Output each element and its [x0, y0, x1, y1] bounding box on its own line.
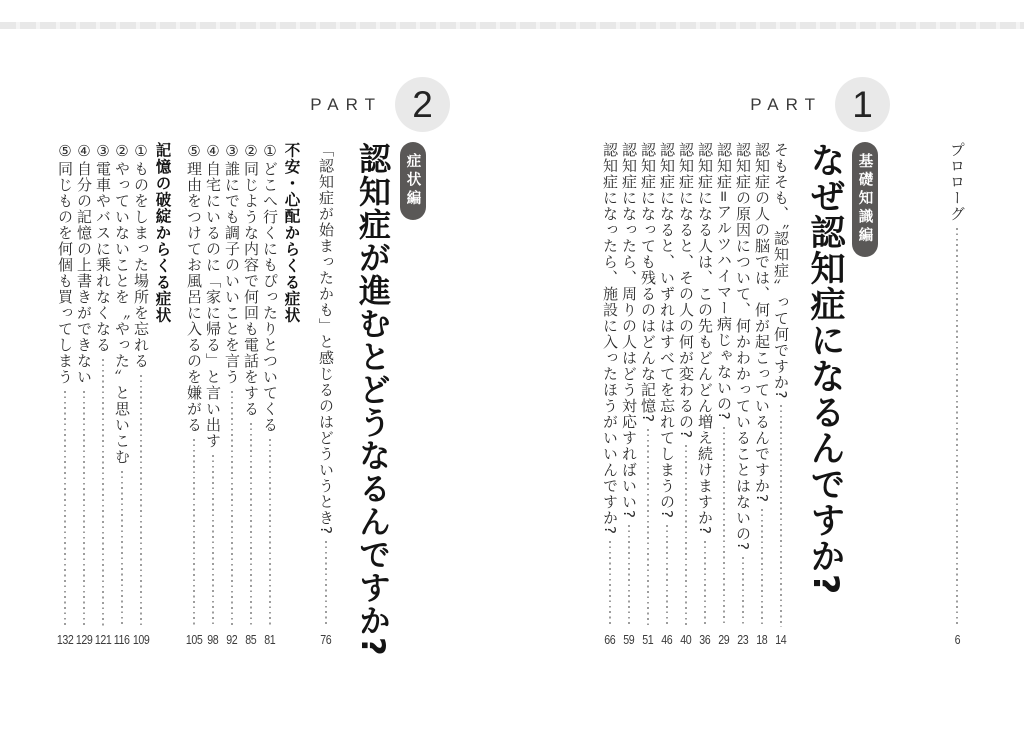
dotted-leader: [780, 405, 782, 627]
toc-entry-text: 「認知症が始まったかも」と感じるのはどういうとき?: [317, 142, 335, 535]
toc-entry-page: 129: [75, 632, 93, 647]
toc-entry: [735, 142, 751, 647]
dotted-leader: [193, 439, 195, 627]
part2-badge: 症状編: [400, 142, 426, 220]
toc-entry-page: 92: [226, 632, 238, 647]
part1-title: なぜ認知症になるんですか?: [805, 142, 845, 596]
toc-entry-text: ②やっていないことを〝やった〟と思いこむ: [113, 142, 131, 465]
section-heading: [152, 142, 173, 647]
toc-entry-text: 認知症の原因について、何かわかっていることはないの?: [734, 142, 752, 551]
dotted-leader: [609, 541, 611, 627]
part1-header: [750, 77, 890, 132]
toc-entry: [224, 142, 240, 647]
toc-entry: [262, 142, 278, 647]
dotted-leader: [250, 423, 252, 627]
toc-entry-page: 132: [56, 632, 74, 647]
toc-entry-page: 40: [680, 632, 692, 647]
toc-entry: [621, 142, 637, 647]
toc-entry-page: 36: [699, 632, 711, 647]
dotted-leader: [83, 391, 85, 627]
toc-entry-page: 105: [185, 632, 203, 647]
dotted-leader: [666, 525, 668, 627]
toc-entry-page: 109: [132, 632, 150, 647]
toc-entry: [76, 142, 92, 647]
toc-entry: [773, 142, 789, 647]
toc-entry-text: ④自分の記憶の上書きができない: [75, 142, 93, 385]
part1-badge-col: [851, 142, 878, 257]
toc-entry: [133, 142, 149, 647]
toc-entry-text: ②同じような内容で何回も電話をする: [242, 142, 260, 417]
toc-entry-page: 29: [718, 632, 730, 647]
toc-entry-page: 51: [642, 632, 654, 647]
toc-entry-text: 認知症=アルツハイマー病じゃないの?: [715, 142, 733, 421]
section-heading: [281, 142, 302, 647]
toc-entry: [602, 142, 618, 647]
part2-title-col: [350, 142, 396, 657]
toc-entry-text: ⑤同じものを何個も買ってしまう: [56, 142, 74, 385]
part2-number-circle: 2: [395, 77, 450, 132]
toc-entry: [186, 142, 202, 647]
section-heading-text: 不安・心配からくる症状: [282, 142, 301, 324]
toc-entry: [697, 142, 713, 647]
toc-entry-page: 18: [756, 632, 768, 647]
dotted-leader: [102, 359, 104, 627]
toc-entry: [754, 142, 770, 647]
part2-header: [310, 77, 450, 132]
part2-toc: [57, 142, 426, 657]
toc-entry: [95, 142, 111, 647]
toc-entry: [659, 142, 675, 647]
dotted-leader: [121, 471, 123, 627]
toc-entry-text: 認知症になる人は、この先もどんどん増え続けますか?: [696, 142, 714, 535]
toc-entry-text: ①どこへ行くにもぴったりとついてくる: [261, 142, 279, 433]
page-part1: [512, 0, 1024, 752]
toc-entry: [678, 142, 694, 647]
toc-entry: [243, 142, 259, 647]
toc-entry-page: 116: [114, 632, 130, 647]
toc-entry-text: 認知症になると、いずれはすべてを忘れてしまうの?: [658, 142, 676, 519]
part1-number-circle: 1: [835, 77, 890, 132]
toc-entry-page: 23: [737, 632, 749, 647]
part1-badge: 基礎知識編: [852, 142, 878, 257]
toc-entry-text: 認知症になると、その人の何が変わるの?: [677, 142, 695, 439]
prologue-label: プロローグ: [948, 142, 966, 222]
toc-entry: [640, 142, 656, 647]
toc-entry-page: 14: [775, 632, 787, 647]
section-heading-text: 記憶の破綻からくる症状: [153, 142, 172, 324]
part1-title-col: [802, 142, 848, 595]
part2-label: PART: [310, 94, 382, 114]
toc-entry-prologue: [946, 142, 968, 647]
toc-entry: [57, 142, 73, 647]
toc-entry-text: ③誰にでも調子のいいことを言う: [223, 142, 241, 385]
toc-entry: [114, 142, 130, 647]
dotted-leader: [742, 557, 744, 627]
toc-entry-text: ⑤理由をつけてお風呂に入るのを嫌がる: [185, 142, 203, 433]
dotted-leader: [956, 228, 958, 627]
dotted-leader: [212, 455, 214, 627]
part1-toc: [602, 142, 968, 647]
toc-entry-text: 認知症になっても残るのはどんな記憶?: [639, 142, 657, 423]
dotted-leader: [723, 427, 725, 627]
toc-entry-page: 59: [623, 632, 635, 647]
dotted-leader: [325, 541, 327, 627]
dotted-leader: [704, 541, 706, 627]
toc-entry-text: ③電車やバスに乗れなくなる: [94, 142, 112, 353]
toc-entry: [315, 142, 337, 647]
part2-badge-col: [399, 142, 426, 220]
part1-label: PART: [750, 94, 822, 114]
part2-title: 認知症が進むとどうなるんですか?: [354, 142, 392, 657]
prologue-page: 6: [954, 632, 960, 647]
toc-entry-text: ①ものをしまった場所を忘れる: [132, 142, 150, 369]
toc-entry-page: 98: [207, 632, 219, 647]
toc-entry-text: ④自宅にいるのに「家に帰る」と言い出す: [204, 142, 222, 449]
toc-entry-text: 認知症の人の脳では、何が起こっているんですか?: [753, 142, 771, 503]
toc-entry-page: 76: [320, 632, 332, 647]
toc-entry: [716, 142, 732, 647]
dotted-leader: [64, 391, 66, 627]
toc-entry-page: 46: [661, 632, 673, 647]
toc-entry-page: 121: [94, 632, 112, 647]
dotted-leader: [231, 391, 233, 627]
dotted-leader: [647, 429, 649, 627]
dotted-leader: [140, 375, 142, 627]
toc-entry-page: 66: [604, 632, 616, 647]
dotted-leader: [269, 439, 271, 627]
dotted-leader: [628, 525, 630, 627]
dotted-leader: [761, 509, 763, 627]
toc-entry-text: 認知症になったら、周りの人はどう対応すればいい?: [620, 142, 638, 519]
toc-entry-text: 認知症になったら、施設に入ったほうがいいんですか?: [601, 142, 619, 535]
toc-entry-page: 85: [245, 632, 257, 647]
toc-entry-page: 81: [264, 632, 276, 647]
toc-entry: [205, 142, 221, 647]
toc-entry-text: そもそも、〝認知症〟って何ですか?: [772, 142, 790, 400]
dotted-leader: [685, 445, 687, 627]
